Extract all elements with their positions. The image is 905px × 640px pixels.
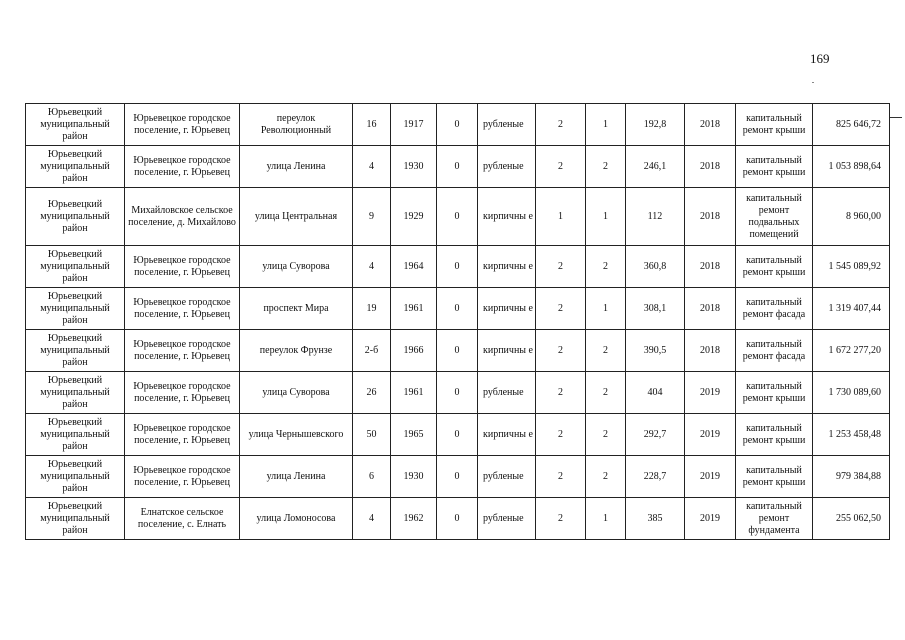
settlement-cell: Юрьевецкое городское поселение, г. Юрьевец	[125, 104, 240, 146]
district-cell: Юрьевецкий муниципальный район	[26, 146, 125, 188]
house-number-cell: 26	[353, 372, 391, 414]
amount-cell: 1 253 458,48	[813, 414, 890, 456]
table-row	[26, 288, 890, 330]
scan-edge-mark	[890, 117, 902, 118]
settlement-cell: Юрьевецкое городское поселение, г. Юрьевец	[125, 456, 240, 498]
entrances-cell: 2	[586, 246, 626, 288]
floors-cell: 2	[536, 288, 586, 330]
wall-material-cell: рубленые	[478, 498, 536, 540]
house-number-cell: 6	[353, 456, 391, 498]
area-cell: 228,7	[626, 456, 685, 498]
area-cell: 292,7	[626, 414, 685, 456]
plan-year-cell: 2019	[685, 456, 736, 498]
district-cell: Юрьевецкий муниципальный район	[26, 498, 125, 540]
work-type-cell: капитальный ремонт крыши	[736, 372, 813, 414]
year-built-cell: 1966	[391, 330, 437, 372]
house-number-cell: 4	[353, 246, 391, 288]
plan-year-cell: 2018	[685, 146, 736, 188]
plan-year-cell: 2018	[685, 188, 736, 246]
amount-cell: 255 062,50	[813, 498, 890, 540]
table-row	[26, 414, 890, 456]
zero-value-cell: 0	[437, 498, 478, 540]
district-cell: Юрьевецкий муниципальный район	[26, 188, 125, 246]
work-type-cell: капитальный ремонт фасада	[736, 288, 813, 330]
work-type-cell: капитальный ремонт крыши	[736, 414, 813, 456]
amount-cell: 825 646,72	[813, 104, 890, 146]
year-built-cell: 1917	[391, 104, 437, 146]
work-type-cell: капитальный ремонт фундамента	[736, 498, 813, 540]
street-cell: переулок Фрунзе	[240, 330, 353, 372]
house-number-cell: 16	[353, 104, 391, 146]
house-number-cell: 19	[353, 288, 391, 330]
settlement-cell: Юрьевецкое городское поселение, г. Юрьевец	[125, 414, 240, 456]
district-cell: Юрьевецкий муниципальный район	[26, 414, 125, 456]
street-cell: улица Центральная	[240, 188, 353, 246]
year-built-cell: 1961	[391, 372, 437, 414]
street-cell: улица Ленина	[240, 456, 353, 498]
wall-material-cell: кирпичны е	[478, 288, 536, 330]
area-cell: 246,1	[626, 146, 685, 188]
wall-material-cell: рубленые	[478, 456, 536, 498]
entrances-cell: 2	[586, 146, 626, 188]
street-cell: переулок Революционный	[240, 104, 353, 146]
zero-value-cell: 0	[437, 288, 478, 330]
year-built-cell: 1961	[391, 288, 437, 330]
house-number-cell: 4	[353, 146, 391, 188]
settlement-cell: Михайловское сельское поселение, д. Михайлово	[125, 188, 240, 246]
plan-year-cell: 2018	[685, 104, 736, 146]
wall-material-cell: кирпичны е	[478, 330, 536, 372]
zero-value-cell: 0	[437, 146, 478, 188]
plan-year-cell: 2019	[685, 498, 736, 540]
settlement-cell: Юрьевецкое городское поселение, г. Юрьевец	[125, 288, 240, 330]
settlement-cell: Юрьевецкое городское поселение, г. Юрьевец	[125, 372, 240, 414]
year-built-cell: 1930	[391, 146, 437, 188]
district-cell: Юрьевецкий муниципальный район	[26, 456, 125, 498]
work-type-cell: капитальный ремонт крыши	[736, 104, 813, 146]
amount-cell: 979 384,88	[813, 456, 890, 498]
table-row	[26, 146, 890, 188]
district-cell: Юрьевецкий муниципальный район	[26, 246, 125, 288]
house-number-cell: 50	[353, 414, 391, 456]
street-cell: улица Ленина	[240, 146, 353, 188]
amount-cell: 1 545 089,92	[813, 246, 890, 288]
table-body	[26, 104, 890, 540]
floors-cell: 2	[536, 414, 586, 456]
settlement-cell: Юрьевецкое городское поселение, г. Юрьевец	[125, 146, 240, 188]
work-type-cell: капитальный ремонт крыши	[736, 146, 813, 188]
entrances-cell: 2	[586, 456, 626, 498]
area-cell: 404	[626, 372, 685, 414]
floors-cell: 1	[536, 188, 586, 246]
year-built-cell: 1930	[391, 456, 437, 498]
work-type-cell: капитальный ремонт подвальных помещений	[736, 188, 813, 246]
amount-cell: 1 319 407,44	[813, 288, 890, 330]
plan-year-cell: 2018	[685, 330, 736, 372]
work-type-cell: капитальный ремонт крыши	[736, 456, 813, 498]
settlement-cell: Елнатское сельское поселение, с. Елнать	[125, 498, 240, 540]
zero-value-cell: 0	[437, 246, 478, 288]
page-number: 169	[810, 51, 830, 66]
table-row	[26, 246, 890, 288]
entrances-cell: 2	[586, 330, 626, 372]
zero-value-cell: 0	[437, 414, 478, 456]
street-cell: проспект Мира	[240, 288, 353, 330]
wall-material-cell: кирпичны е	[478, 188, 536, 246]
table-row	[26, 456, 890, 498]
wall-material-cell: рубленые	[478, 104, 536, 146]
entrances-cell: 1	[586, 104, 626, 146]
entrances-cell: 1	[586, 188, 626, 246]
area-cell: 308,1	[626, 288, 685, 330]
plan-year-cell: 2019	[685, 372, 736, 414]
floors-cell: 2	[536, 456, 586, 498]
entrances-cell: 1	[586, 498, 626, 540]
district-cell: Юрьевецкий муниципальный район	[26, 372, 125, 414]
area-cell: 360,8	[626, 246, 685, 288]
street-cell: улица Суворова	[240, 372, 353, 414]
entrances-cell: 2	[586, 372, 626, 414]
zero-value-cell: 0	[437, 372, 478, 414]
table-row	[26, 330, 890, 372]
area-cell: 192,8	[626, 104, 685, 146]
wall-material-cell: рубленые	[478, 146, 536, 188]
year-built-cell: 1965	[391, 414, 437, 456]
wall-material-cell: кирпичны е	[478, 246, 536, 288]
zero-value-cell: 0	[437, 330, 478, 372]
wall-material-cell: рубленые	[478, 372, 536, 414]
wall-material-cell: кирпичны е	[478, 414, 536, 456]
plan-year-cell: 2018	[685, 246, 736, 288]
settlement-cell: Юрьевецкое городское поселение, г. Юрьевец	[125, 246, 240, 288]
house-number-cell: 4	[353, 498, 391, 540]
table-row	[26, 188, 890, 246]
street-cell: улица Суворова	[240, 246, 353, 288]
floors-cell: 2	[536, 246, 586, 288]
street-cell: улица Чернышевского	[240, 414, 353, 456]
entrances-cell: 1	[586, 288, 626, 330]
zero-value-cell: 0	[437, 104, 478, 146]
settlement-cell: Юрьевецкое городское поселение, г. Юрьевец	[125, 330, 240, 372]
district-cell: Юрьевецкий муниципальный район	[26, 288, 125, 330]
amount-cell: 8 960,00	[813, 188, 890, 246]
year-built-cell: 1929	[391, 188, 437, 246]
work-type-cell: капитальный ремонт фасада	[736, 330, 813, 372]
table-row	[26, 104, 890, 146]
zero-value-cell: 0	[437, 188, 478, 246]
district-cell: Юрьевецкий муниципальный район	[26, 104, 125, 146]
floors-cell: 2	[536, 104, 586, 146]
area-cell: 390,5	[626, 330, 685, 372]
plan-year-cell: 2019	[685, 414, 736, 456]
house-number-cell: 2-б	[353, 330, 391, 372]
year-built-cell: 1964	[391, 246, 437, 288]
year-built-cell: 1962	[391, 498, 437, 540]
amount-cell: 1 730 089,60	[813, 372, 890, 414]
zero-value-cell: 0	[437, 456, 478, 498]
work-type-cell: капитальный ремонт крыши	[736, 246, 813, 288]
table-row	[26, 498, 890, 540]
house-number-cell: 9	[353, 188, 391, 246]
scan-mark	[812, 82, 814, 83]
entrances-cell: 2	[586, 414, 626, 456]
street-cell: улица Ломоносова	[240, 498, 353, 540]
floors-cell: 2	[536, 146, 586, 188]
plan-year-cell: 2018	[685, 288, 736, 330]
table-row	[26, 372, 890, 414]
floors-cell: 2	[536, 498, 586, 540]
area-cell: 112	[626, 188, 685, 246]
amount-cell: 1 053 898,64	[813, 146, 890, 188]
floors-cell: 2	[536, 330, 586, 372]
housing-repair-table	[25, 103, 890, 540]
amount-cell: 1 672 277,20	[813, 330, 890, 372]
district-cell: Юрьевецкий муниципальный район	[26, 330, 125, 372]
floors-cell: 2	[536, 372, 586, 414]
area-cell: 385	[626, 498, 685, 540]
